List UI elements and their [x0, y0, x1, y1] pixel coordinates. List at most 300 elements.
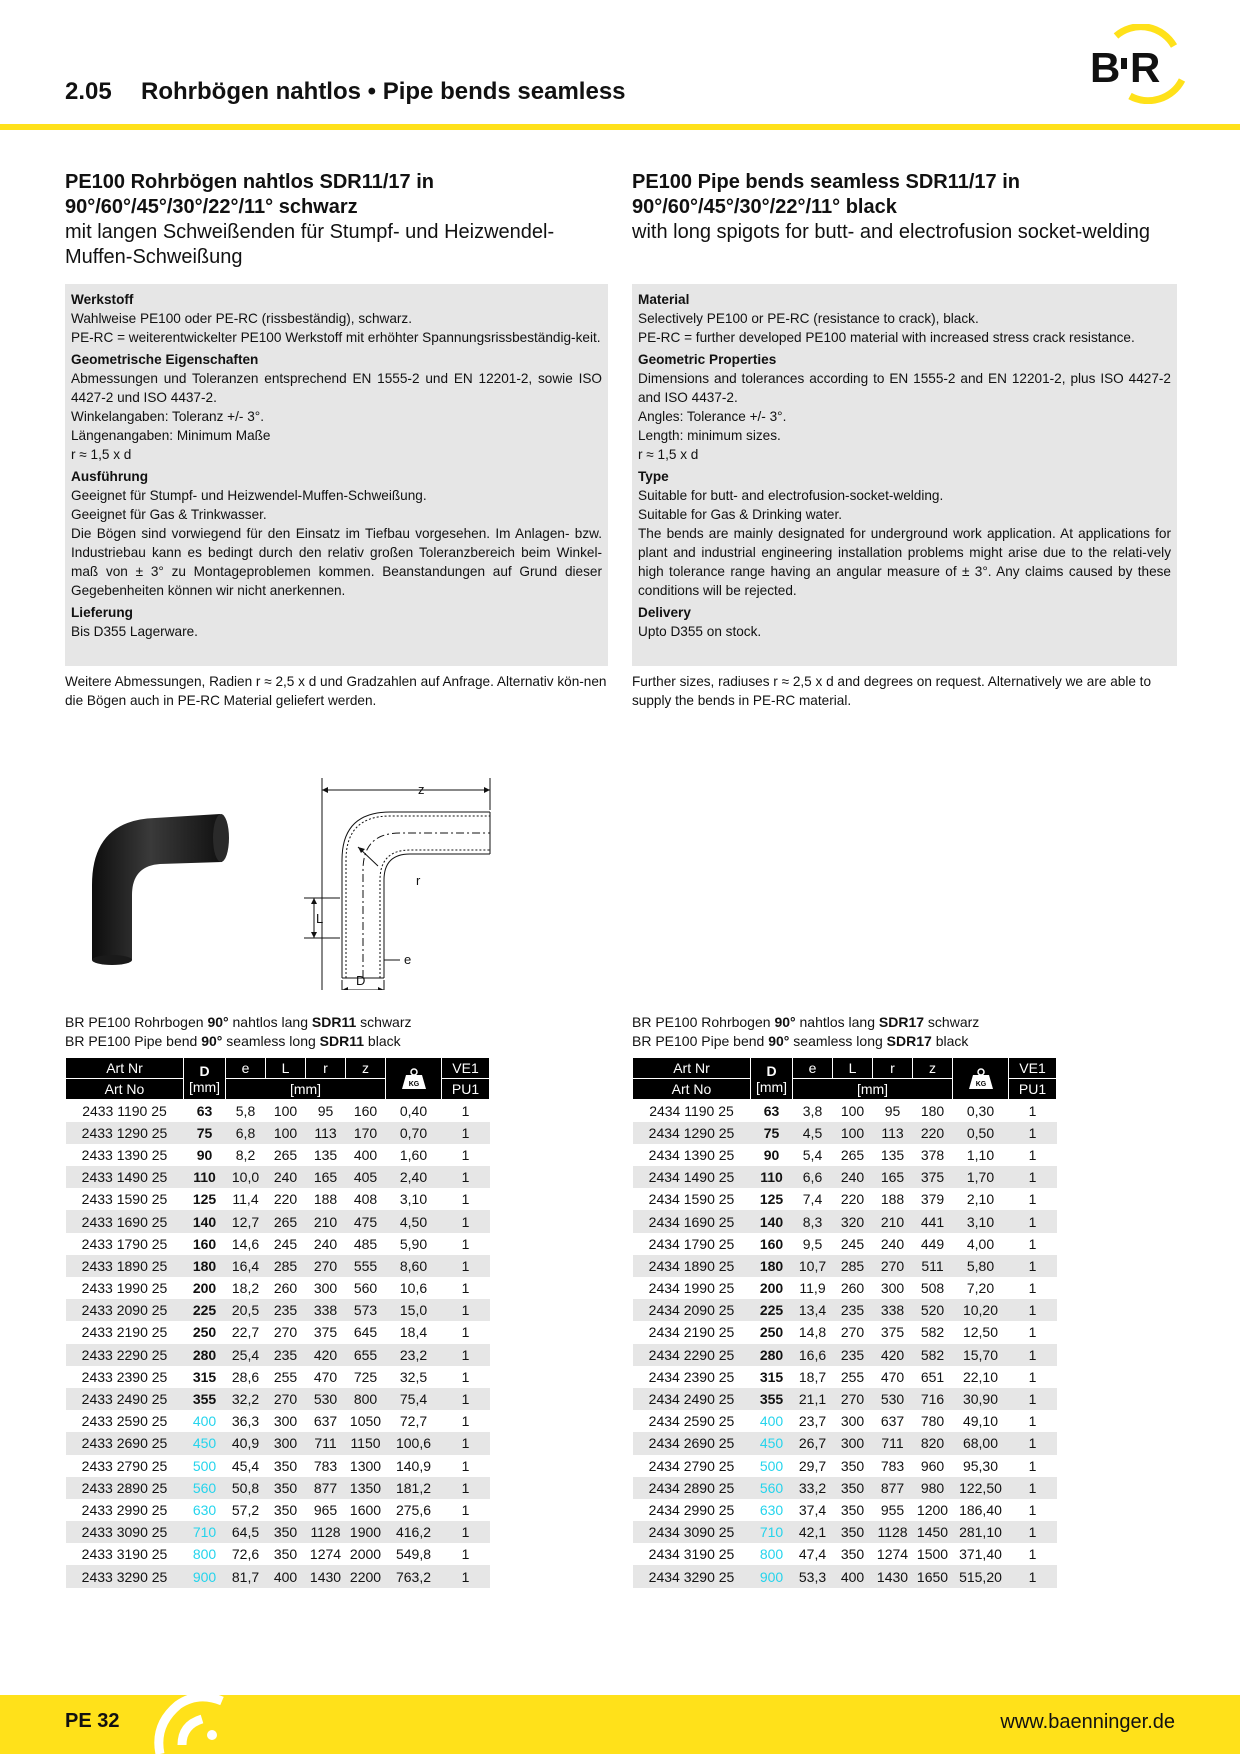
- cell-e: 53,3: [793, 1565, 833, 1587]
- cell-ve1: 1: [442, 1255, 490, 1277]
- col-pu1: PU1: [1009, 1079, 1057, 1100]
- cell-weight: 186,40: [959, 1501, 1002, 1518]
- table-row: [66, 1388, 490, 1410]
- cell-d: 400: [192, 1413, 217, 1430]
- cell-r: 210: [873, 1210, 913, 1232]
- cell-d: 90: [196, 1146, 213, 1163]
- cell-r: 165: [873, 1166, 913, 1188]
- cell-weight: 416,2: [386, 1521, 442, 1543]
- header-accent-bar: [0, 124, 1240, 130]
- cell-z: 1150: [346, 1432, 386, 1454]
- info-line: Winkelangaben: Toleranz +/- 3°.: [71, 409, 264, 424]
- cell-e: 29,7: [798, 1457, 827, 1474]
- cell-e: 40,9: [226, 1432, 266, 1454]
- cell-d: 125: [192, 1191, 217, 1208]
- cell-weight: 100,6: [386, 1432, 442, 1454]
- cell-d: 200: [759, 1280, 784, 1297]
- cell-r: 470: [313, 1368, 338, 1385]
- cell-z: 716: [913, 1388, 953, 1410]
- cell-d: 560: [751, 1477, 793, 1499]
- cell-weight: 549,8: [395, 1546, 432, 1563]
- cell-weight: 0,30: [966, 1102, 995, 1119]
- cell-ve1: 1: [442, 1521, 490, 1543]
- cell-art-nr: 2433 1190 25: [82, 1102, 167, 1119]
- cell-r: 338: [306, 1299, 346, 1321]
- col-mm: [mm]: [793, 1079, 953, 1100]
- col-weight: [953, 1058, 1009, 1100]
- cell-r: 955: [880, 1501, 905, 1518]
- cell-weight: 15,70: [953, 1344, 1009, 1366]
- info-line: Die Bögen sind vorwiegend für den Einsatz im Tiefbau vorgesehen. Im Anlagen- bzw. Industriebau kann es bedingt durch den relativ großen Toleranzbereich beim Winkel-maß von ± 3° zu Montageproblemen kommen. Beanstandungen auf Grund dieser Gegebenheiten können wir nicht anerkennen.: [71, 526, 602, 598]
- cell-d: 160: [759, 1235, 784, 1252]
- table-row: [66, 1233, 490, 1255]
- cell-e: 21,1: [793, 1388, 833, 1410]
- cell-z: 1300: [349, 1457, 382, 1474]
- page-number: PE 32: [65, 1710, 120, 1732]
- cell-weight: 181,2: [386, 1477, 442, 1499]
- cell-e: 5,8: [235, 1102, 256, 1119]
- cell-d: 800: [192, 1546, 217, 1563]
- cell-weight: 72,7: [399, 1413, 428, 1430]
- table-row: [633, 1188, 1057, 1210]
- cell-ve1: 1: [1009, 1122, 1057, 1144]
- cell-ve1: 1: [461, 1457, 470, 1474]
- table-row: [633, 1144, 1057, 1166]
- cell-z: 1600: [349, 1501, 382, 1518]
- cell-l: 270: [273, 1324, 298, 1341]
- spec-box-en: [632, 284, 1177, 666]
- cell-z: 408: [353, 1191, 378, 1208]
- cell-e: 8,3: [793, 1210, 833, 1232]
- cell-e: 8,2: [235, 1146, 256, 1163]
- cell-z: 1650: [913, 1565, 953, 1587]
- cell-weight: 49,10: [962, 1413, 999, 1430]
- cell-e: 16,4: [226, 1255, 266, 1277]
- table-row: [66, 1477, 490, 1499]
- cell-r: 240: [313, 1235, 338, 1252]
- info-line: Abmessungen und Toleranzen entsprechend EN 1555-2 und EN 12201-2, sowie ISO 4427-2 und ISO 4437-2.: [71, 371, 602, 405]
- cell-art-nr: 2433 1890 25: [66, 1255, 184, 1277]
- cell-ve1: 1: [461, 1191, 470, 1208]
- svg-text:B: B: [1090, 44, 1121, 91]
- info-line: Suitable for butt- and electrofusion-socket-welding.: [638, 488, 944, 503]
- table-row: [66, 1210, 490, 1232]
- table-row: [633, 1277, 1057, 1299]
- cell-e: 14,8: [798, 1324, 827, 1341]
- cell-art-nr: 2433 1990 25: [81, 1280, 168, 1297]
- cell-z: 160: [353, 1102, 378, 1119]
- cell-d: 225: [184, 1299, 226, 1321]
- info-line: Length: minimum sizes.: [638, 428, 781, 443]
- cell-d: 315: [192, 1368, 217, 1385]
- table-row: [633, 1432, 1057, 1454]
- cell-ve1: 1: [1028, 1413, 1037, 1430]
- info-heading: Material: [638, 292, 690, 307]
- cell-ve1: 1: [442, 1299, 490, 1321]
- cell-weight: 122,50: [953, 1477, 1009, 1499]
- cell-d: 90: [763, 1146, 780, 1163]
- cell-ve1: 1: [1009, 1210, 1057, 1232]
- cell-z: 475: [346, 1210, 386, 1232]
- cell-art-nr: 2433 2590 25: [81, 1413, 168, 1430]
- spec-box-de: [65, 284, 608, 666]
- cell-d: 160: [192, 1235, 217, 1252]
- col-ve1: VE1: [1009, 1058, 1057, 1079]
- cell-weight: 1,70: [953, 1166, 1009, 1188]
- product-subtitle-en: with long spigots for butt- and electrofusion socket-welding: [632, 221, 1151, 243]
- cell-l: 260: [840, 1280, 865, 1297]
- cell-art-nr: 2433 1590 25: [81, 1191, 168, 1208]
- label-r: r: [416, 873, 421, 888]
- col-l: L: [833, 1058, 873, 1079]
- cell-r: 188: [880, 1191, 905, 1208]
- cell-ve1: 1: [1028, 1501, 1037, 1518]
- cell-r: 210: [306, 1210, 346, 1232]
- cell-e: 3,8: [802, 1102, 823, 1119]
- cell-e: 72,6: [231, 1546, 260, 1563]
- cell-e: 32,2: [226, 1388, 266, 1410]
- cell-art-nr: 2433 3090 25: [66, 1521, 184, 1543]
- cell-ve1: 1: [1028, 1280, 1037, 1297]
- cell-ve1: 1: [1028, 1368, 1037, 1385]
- cell-e: 18,7: [798, 1368, 827, 1385]
- cell-r: 300: [880, 1280, 905, 1297]
- info-line: Angles: Tolerance +/- 3°.: [638, 409, 787, 424]
- title-line-1: PE100 Rohrbögen nahtlos SDR11/17 in: [65, 171, 434, 193]
- cell-art-nr: 2433 1490 25: [66, 1166, 184, 1188]
- cell-l: 350: [833, 1521, 873, 1543]
- cell-l: 265: [266, 1210, 306, 1232]
- cell-r: 270: [306, 1255, 346, 1277]
- cell-e: 25,4: [226, 1344, 266, 1366]
- cell-weight: 0,50: [953, 1122, 1009, 1144]
- cell-d: 630: [759, 1501, 784, 1518]
- cell-e: 57,2: [231, 1501, 260, 1518]
- cell-weight: 7,20: [966, 1280, 995, 1297]
- cell-z: 170: [346, 1122, 386, 1144]
- cell-d: 450: [184, 1432, 226, 1454]
- cell-art-nr: 2434 2390 25: [648, 1368, 735, 1385]
- cell-e: 6,8: [226, 1122, 266, 1144]
- col-ve1: VE1: [442, 1058, 490, 1079]
- cell-art-nr: 2434 2990 25: [648, 1501, 735, 1518]
- cell-e: 28,6: [231, 1368, 260, 1385]
- svg-text:R: R: [1130, 44, 1161, 91]
- cell-d: 250: [759, 1324, 784, 1341]
- website-link[interactable]: www.baenninger.de: [1000, 1711, 1175, 1733]
- cell-ve1: 1: [461, 1324, 470, 1341]
- cell-l: 235: [833, 1299, 873, 1321]
- cell-ve1: 1: [461, 1413, 470, 1430]
- cell-d: 110: [751, 1166, 793, 1188]
- cell-weight: 3,10: [399, 1191, 428, 1208]
- cell-z: 2200: [346, 1565, 386, 1587]
- info-line: Geeignet für Gas & Trinkwasser.: [71, 507, 267, 522]
- cell-ve1: 1: [1009, 1255, 1057, 1277]
- cell-e: 64,5: [226, 1521, 266, 1543]
- info-line: Suitable for Gas & Drinking water.: [638, 507, 842, 522]
- cell-d: 900: [751, 1565, 793, 1587]
- cell-ve1: 1: [442, 1344, 490, 1366]
- cell-e: 9,5: [802, 1235, 823, 1252]
- cell-ve1: 1: [1028, 1235, 1037, 1252]
- pipe-bend-photo: [80, 800, 240, 970]
- cell-weight: 5,80: [953, 1255, 1009, 1277]
- table-row: [633, 1499, 1057, 1521]
- cell-ve1: 1: [1009, 1388, 1057, 1410]
- cell-r: 877: [873, 1477, 913, 1499]
- col-z: z: [346, 1058, 386, 1079]
- cell-z: 1200: [916, 1501, 949, 1518]
- product-title-en: [632, 170, 1177, 220]
- cell-art-nr: 2434 2690 25: [633, 1432, 751, 1454]
- cell-d: 180: [751, 1255, 793, 1277]
- title-line-2: 90°/60°/45°/30°/22°/11° schwarz: [65, 196, 358, 218]
- cell-l: 350: [840, 1501, 865, 1518]
- cell-e: 11,9: [799, 1280, 826, 1297]
- cell-l: 220: [840, 1191, 865, 1208]
- table-row: [66, 1344, 490, 1366]
- cell-weight: 10,20: [953, 1299, 1009, 1321]
- cell-z: 1050: [349, 1413, 382, 1430]
- cell-weight: 763,2: [386, 1565, 442, 1587]
- cell-d: 280: [751, 1344, 793, 1366]
- cell-art-nr: 2434 1690 25: [633, 1210, 751, 1232]
- cell-weight: 10,6: [399, 1280, 428, 1297]
- cell-art-nr: 2434 1490 25: [633, 1166, 751, 1188]
- right-title-block: [632, 170, 1177, 245]
- cell-r: 711: [306, 1432, 346, 1454]
- cell-art-nr: 2434 2090 25: [633, 1299, 751, 1321]
- cell-weight: 2,10: [966, 1191, 995, 1208]
- cell-l: 240: [833, 1166, 873, 1188]
- cell-weight: 281,10: [953, 1521, 1009, 1543]
- cell-z: 378: [920, 1146, 945, 1163]
- col-l: L: [266, 1058, 306, 1079]
- cell-r: 375: [313, 1324, 338, 1341]
- cell-r: 530: [306, 1388, 346, 1410]
- cell-r: 877: [306, 1477, 346, 1499]
- col-art-no: Art No: [66, 1079, 184, 1100]
- col-d: D [mm]: [184, 1058, 226, 1100]
- cell-l: 300: [833, 1432, 873, 1454]
- cell-z: 405: [346, 1166, 386, 1188]
- col-art-nr: Art Nr: [66, 1058, 184, 1079]
- caption-line: BR PE100 Rohrbogen 90° nahtlos lang SDR11 schwarz: [65, 1014, 412, 1030]
- cell-l: 350: [273, 1457, 298, 1474]
- table-row: [633, 1410, 1057, 1432]
- table-row: [66, 1543, 490, 1565]
- table-row: [66, 1188, 490, 1210]
- cell-r: 637: [313, 1413, 338, 1430]
- cell-l: 100: [833, 1122, 873, 1144]
- cell-weight: 275,6: [395, 1501, 432, 1518]
- weight-icon: [400, 1067, 428, 1091]
- cell-e: 36,3: [231, 1413, 260, 1430]
- cell-l: 255: [273, 1368, 298, 1385]
- cell-d: 355: [751, 1388, 793, 1410]
- cell-r: 270: [873, 1255, 913, 1277]
- cell-l: 350: [840, 1457, 865, 1474]
- cell-l: 245: [273, 1235, 298, 1252]
- info-heading: Delivery: [638, 605, 691, 620]
- cell-ve1: 1: [1028, 1457, 1037, 1474]
- table-caption-sdr17: [632, 1013, 979, 1051]
- info-line: Wahlweise PE100 oder PE-RC (rissbeständig), schwarz.: [71, 311, 412, 326]
- cell-ve1: 1: [1009, 1299, 1057, 1321]
- cell-d: 63: [763, 1102, 780, 1119]
- cell-d: 630: [192, 1501, 217, 1518]
- cell-e: 10,0: [226, 1166, 266, 1188]
- cell-r: 1128: [873, 1521, 913, 1543]
- cell-d: 140: [184, 1210, 226, 1232]
- cell-d: 280: [184, 1344, 226, 1366]
- cell-art-nr: 2433 2790 25: [81, 1457, 168, 1474]
- cell-ve1: 1: [461, 1280, 470, 1297]
- cell-z: 441: [913, 1210, 953, 1232]
- cell-art-nr: 2434 1790 25: [648, 1235, 735, 1252]
- cell-weight: 68,00: [953, 1432, 1009, 1454]
- cell-e: 5,4: [802, 1146, 823, 1163]
- cell-r: 783: [313, 1457, 338, 1474]
- cell-r: 95: [884, 1102, 901, 1119]
- cell-z: 375: [913, 1166, 953, 1188]
- cell-ve1: 1: [1009, 1477, 1057, 1499]
- cell-weight: 12,50: [962, 1324, 999, 1341]
- info-line: Geeignet für Stumpf- und Heizwendel-Muffen-Schweißung.: [71, 488, 427, 503]
- cell-weight: 15,0: [386, 1299, 442, 1321]
- table-row: [66, 1565, 490, 1587]
- cell-e: 14,6: [231, 1235, 260, 1252]
- cell-l: 300: [273, 1413, 298, 1430]
- cell-ve1: 1: [1009, 1432, 1057, 1454]
- info-line: The bends are mainly designated for underground work application. At applications for plant and industrial engineering installation problems might arise due to the relati-vely high tolerance range having an angular measure of ± 3°. Any claims caused by these conditions will be rejected.: [638, 526, 1171, 598]
- table-sdr11: [65, 1057, 490, 1588]
- cell-e: 37,4: [798, 1501, 827, 1518]
- cell-art-nr: 2434 2590 25: [648, 1413, 735, 1430]
- cell-l: 350: [273, 1501, 298, 1518]
- table-row: [66, 1366, 490, 1388]
- cell-ve1: 1: [1028, 1102, 1037, 1119]
- table-row: [633, 1100, 1057, 1122]
- cell-r: 783: [880, 1457, 905, 1474]
- cell-z: 820: [913, 1432, 953, 1454]
- info-heading: Lieferung: [71, 605, 133, 620]
- table-row: [66, 1277, 490, 1299]
- caption-line: BR PE100 Pipe bend 90° seamless long SDR17 black: [632, 1033, 969, 1049]
- table-row: [633, 1233, 1057, 1255]
- cell-e: 42,1: [793, 1521, 833, 1543]
- cell-ve1: 1: [1028, 1324, 1037, 1341]
- cell-ve1: 1: [1028, 1191, 1037, 1208]
- cell-z: 655: [346, 1344, 386, 1366]
- cell-ve1: 1: [1028, 1146, 1037, 1163]
- info-heading: Type: [638, 469, 669, 484]
- cell-d: 450: [751, 1432, 793, 1454]
- info-line: r ≈ 1,5 x d: [71, 447, 132, 462]
- cell-r: 530: [873, 1388, 913, 1410]
- cell-art-nr: 2434 3190 25: [648, 1546, 735, 1563]
- cell-r: 1274: [876, 1546, 909, 1563]
- col-r: r: [306, 1058, 346, 1079]
- cell-e: 33,2: [793, 1477, 833, 1499]
- cell-art-nr: 2434 1990 25: [648, 1280, 735, 1297]
- br-logo: [1086, 24, 1186, 104]
- table-row: [66, 1499, 490, 1521]
- table-row: [66, 1455, 490, 1477]
- col-e: e: [226, 1058, 266, 1079]
- cell-l: 270: [266, 1388, 306, 1410]
- cell-weight: 30,90: [953, 1388, 1009, 1410]
- cell-l: 235: [833, 1344, 873, 1366]
- cell-weight: 95,30: [962, 1457, 999, 1474]
- cell-weight: 32,5: [399, 1368, 428, 1385]
- cell-art-nr: 2433 3190 25: [81, 1546, 168, 1563]
- cell-z: 485: [353, 1235, 378, 1252]
- table-row: [66, 1144, 490, 1166]
- cell-r: 1430: [873, 1565, 913, 1587]
- cell-l: 350: [273, 1546, 298, 1563]
- cell-l: 300: [266, 1432, 306, 1454]
- col-art-nr: Art Nr: [633, 1058, 751, 1079]
- info-line: Bis D355 Lagerware.: [71, 624, 198, 639]
- cell-e: 6,6: [793, 1166, 833, 1188]
- col-art-no: Art No: [633, 1079, 751, 1100]
- label-z: z: [418, 782, 425, 797]
- cell-ve1: 1: [461, 1146, 470, 1163]
- cell-art-nr: 2434 3290 25: [633, 1565, 751, 1587]
- cell-l: 270: [833, 1388, 873, 1410]
- cell-z: 220: [913, 1122, 953, 1144]
- cell-ve1: 1: [1028, 1546, 1037, 1563]
- table-row: [633, 1477, 1057, 1499]
- info-line: Selectively PE100 or PE-RC (resistance to crack), black.: [638, 311, 979, 326]
- cell-l: 240: [266, 1166, 306, 1188]
- product-title-de: [65, 170, 608, 220]
- cell-d: 710: [184, 1521, 226, 1543]
- cell-d: 250: [192, 1324, 217, 1341]
- table-row: [633, 1122, 1057, 1144]
- cell-e: 10,7: [793, 1255, 833, 1277]
- cell-r: 338: [873, 1299, 913, 1321]
- cell-ve1: 1: [1009, 1521, 1057, 1543]
- cell-art-nr: 2433 1390 25: [81, 1146, 168, 1163]
- cell-e: 4,5: [793, 1122, 833, 1144]
- cell-l: 285: [266, 1255, 306, 1277]
- table-row: [66, 1410, 490, 1432]
- table-row: [66, 1122, 490, 1144]
- info-line: PE-RC = further developed PE100 material with increased stress crack resistance.: [638, 330, 1135, 345]
- cell-ve1: 1: [442, 1565, 490, 1587]
- cell-weight: 140,9: [395, 1457, 432, 1474]
- info-line: Upto D355 on stock.: [638, 624, 762, 639]
- cell-l: 220: [273, 1191, 298, 1208]
- caption-line: BR PE100 Rohrbogen 90° nahtlos lang SDR17 schwarz: [632, 1014, 980, 1030]
- col-pu1: PU1: [442, 1079, 490, 1100]
- caption-line: BR PE100 Pipe bend 90° seamless long SDR11 black: [65, 1033, 401, 1049]
- section-title: Rohrbögen nahtlos • Pipe bends seamless: [141, 78, 626, 105]
- table-row: [633, 1543, 1057, 1565]
- cell-l: 100: [266, 1122, 306, 1144]
- cell-art-nr: 2433 2890 25: [66, 1477, 184, 1499]
- table-row: [66, 1299, 490, 1321]
- cell-d: 140: [751, 1210, 793, 1232]
- cell-d: 400: [759, 1413, 784, 1430]
- col-z: z: [913, 1058, 953, 1079]
- cell-art-nr: 2434 2190 25: [648, 1324, 735, 1341]
- cell-l: 235: [266, 1344, 306, 1366]
- note-de: Weitere Abmessungen, Radien r ≈ 2,5 x d und Gradzahlen auf Anfrage. Alternativ kön-nen die Bögen auch in PE-RC Material geliefert werden.: [65, 674, 607, 708]
